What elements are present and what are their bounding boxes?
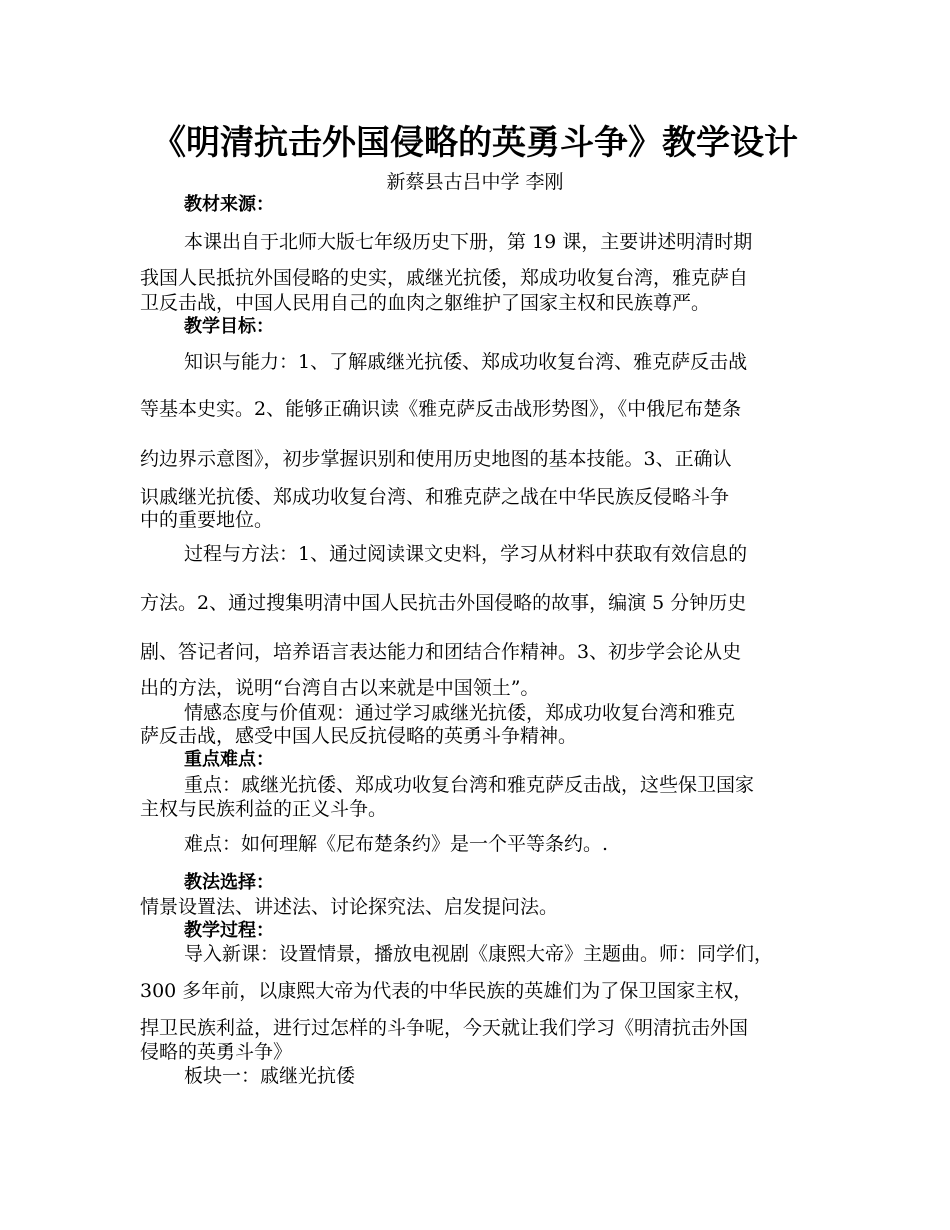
paragraph-line: 约边界示意图》，初步掌握识别和使用历史地图的基本技能。3、正确认	[140, 448, 732, 470]
paragraph-line: 重点：戚继光抗倭、郑成功收复台湾和雅克萨反击战，这些保卫国家	[184, 774, 755, 796]
section-heading-process: 教学过程：	[184, 920, 274, 941]
paragraph-line: 本课出自于北师大版七年级历史下册，第 19 课，主要讲述明清时期	[184, 231, 753, 253]
paragraph-line: 情景设置法、讲述法、讨论探究法、启发提问法。	[140, 896, 559, 918]
paragraph-line: 方法。2、通过搜集明清中国人民抗击外国侵略的故事，编演 5 分钟历史	[140, 592, 747, 614]
paragraph-line: 我国人民抵抗外国侵略的史实，戚继光抗倭，郑成功收复台湾，雅克萨自	[140, 267, 749, 289]
paragraph-line: 知识与能力：1、了解戚继光抗倭、郑成功收复台湾、雅克萨反击战	[184, 351, 748, 373]
paragraph-line: 卫反击战，中国人民用自己的血肉之躯维护了国家主权和民族尊严。	[140, 292, 711, 314]
paragraph-line: 难点：如何理解《尼布楚条约》是一个平等条约。.	[184, 833, 609, 855]
section-heading-methods: 教法选择：	[184, 872, 274, 893]
paragraph-line: 识戚继光抗倭、郑成功收复台湾、和雅克萨之战在中华民族反侵略斗争	[140, 486, 730, 508]
paragraph-line: 等基本史实。2、能够正确识读《雅克萨反击战形势图》，《中俄尼布楚条	[140, 398, 742, 420]
paragraph-line: 剧、答记者问，培养语言表达能力和团结合作精神。3、初步学会论从史	[140, 641, 742, 663]
document-title: 《明清抗击外国侵略的英勇斗争》教学设计	[152, 123, 798, 163]
paragraph-line: 过程与方法：1、通过阅读课文史料，学习从材料中获取有效信息的	[184, 543, 748, 565]
paragraph-line: 侵略的英勇斗争》	[140, 1041, 293, 1063]
paragraph-line: 板块一：戚继光抗倭	[184, 1065, 356, 1087]
paragraph-line: 捍卫民族利益，进行过怎样的斗争呢，今天就让我们学习《明清抗击外国	[140, 1017, 749, 1039]
paragraph-line: 300 多年前，以康熙大帝为代表的中华民族的英雄们为了保卫国家主权，	[140, 980, 753, 1002]
paragraph-line: 情感态度与价值观：通过学习戚继光抗倭，郑成功收复台湾和雅克	[184, 702, 736, 724]
paragraph-line: 中的重要地位。	[140, 509, 274, 531]
paragraph-line: 导入新课：设置情景，播放电视剧《康熙大帝》主题曲。师：同学们，	[184, 943, 774, 965]
section-heading-source: 教材来源：	[184, 194, 274, 215]
section-heading-objectives: 教学目标：	[184, 316, 274, 337]
document-author: 新蔡县古吕中学 李刚	[386, 171, 564, 193]
paragraph-line: 出的方法，说明“台湾自古以来就是中国领土”。	[140, 677, 540, 699]
paragraph-line: 萨反击战，感受中国人民反抗侵略的英勇斗争精神。	[140, 725, 578, 747]
section-heading-keypoints: 重点难点：	[184, 749, 274, 770]
paragraph-line: 主权与民族利益的正义斗争。	[140, 798, 388, 820]
